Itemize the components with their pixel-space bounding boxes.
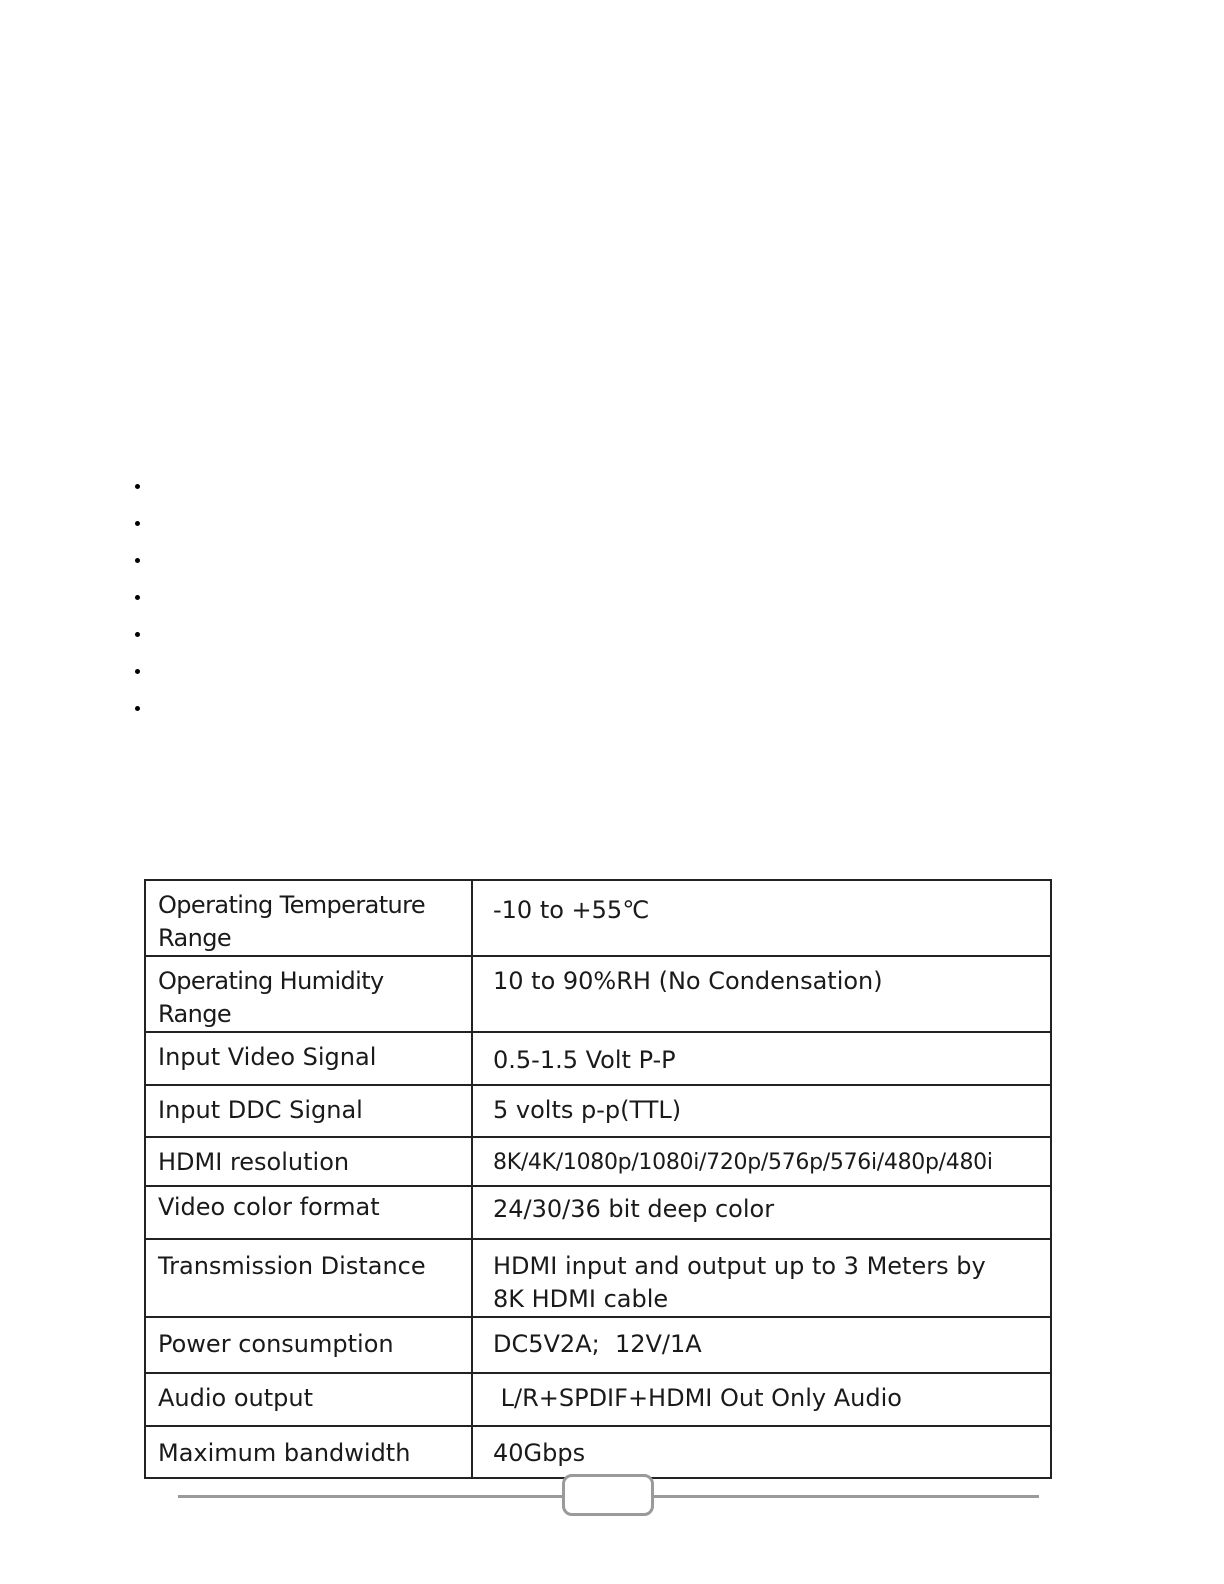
spec-value-cell: 8K/4K/1080p/1080i/720p/576p/576i/480p/480i: [472, 1137, 1051, 1186]
spec-parameter-cell: Video color format: [145, 1186, 472, 1239]
spec-value-cell: DC5V2A; 12V/1A: [472, 1317, 1051, 1373]
table-row: [145, 1137, 1051, 1186]
footer-rule-right: [652, 1495, 1039, 1498]
specifications-table: [144, 879, 1052, 1479]
spec-parameter-cell: Operating Humidity Range: [145, 956, 472, 1032]
bullet-icon: [135, 706, 140, 711]
spec-parameter-cell: Transmission Distance: [145, 1239, 472, 1317]
bullet-icon: [135, 558, 140, 563]
spec-value-cell: 0.5-1.5 Volt P-P: [472, 1032, 1051, 1085]
spec-value-cell: 5 volts p-p(TTL): [472, 1085, 1051, 1137]
table-row: [145, 956, 1051, 1032]
bullet-icon: [135, 632, 140, 637]
table-row: [145, 1032, 1051, 1085]
table-row: [145, 1239, 1051, 1317]
spec-parameter-cell: Operating Temperature Range: [145, 880, 472, 956]
spec-parameter-cell: Power consumption: [145, 1317, 472, 1373]
footer-rule-left: [178, 1495, 564, 1498]
spec-value-cell: 10 to 90%RH (No Condensation): [472, 956, 1051, 1032]
table-row: [145, 1373, 1051, 1426]
table-row: [145, 1426, 1051, 1478]
bullet-icon: [135, 484, 140, 489]
spec-value-cell: -10 to +55℃: [472, 880, 1051, 956]
bullet-icon: [135, 669, 140, 674]
spec-parameter-cell: Audio output: [145, 1373, 472, 1426]
table-row: [145, 1317, 1051, 1373]
page-number-box: [562, 1474, 654, 1516]
spec-parameter-cell: Input Video Signal: [145, 1032, 472, 1085]
spec-value-cell: HDMI input and output up to 3 Meters by 8K HDMI cable: [472, 1239, 1051, 1317]
bullet-icon: [135, 595, 140, 600]
table-row: [145, 1085, 1051, 1137]
bullet-icon: [135, 521, 140, 526]
spec-parameter-cell: Maximum bandwidth: [145, 1426, 472, 1478]
spec-parameter-cell: Input DDC Signal: [145, 1085, 472, 1137]
spec-value-cell: 40Gbps: [472, 1426, 1051, 1478]
table-row: [145, 880, 1051, 956]
spec-value-cell: 24/30/36 bit deep color: [472, 1186, 1051, 1239]
spec-parameter-cell: HDMI resolution: [145, 1137, 472, 1186]
spec-value-cell: L/R+SPDIF+HDMI Out Only Audio: [472, 1373, 1051, 1426]
table-row: [145, 1186, 1051, 1239]
